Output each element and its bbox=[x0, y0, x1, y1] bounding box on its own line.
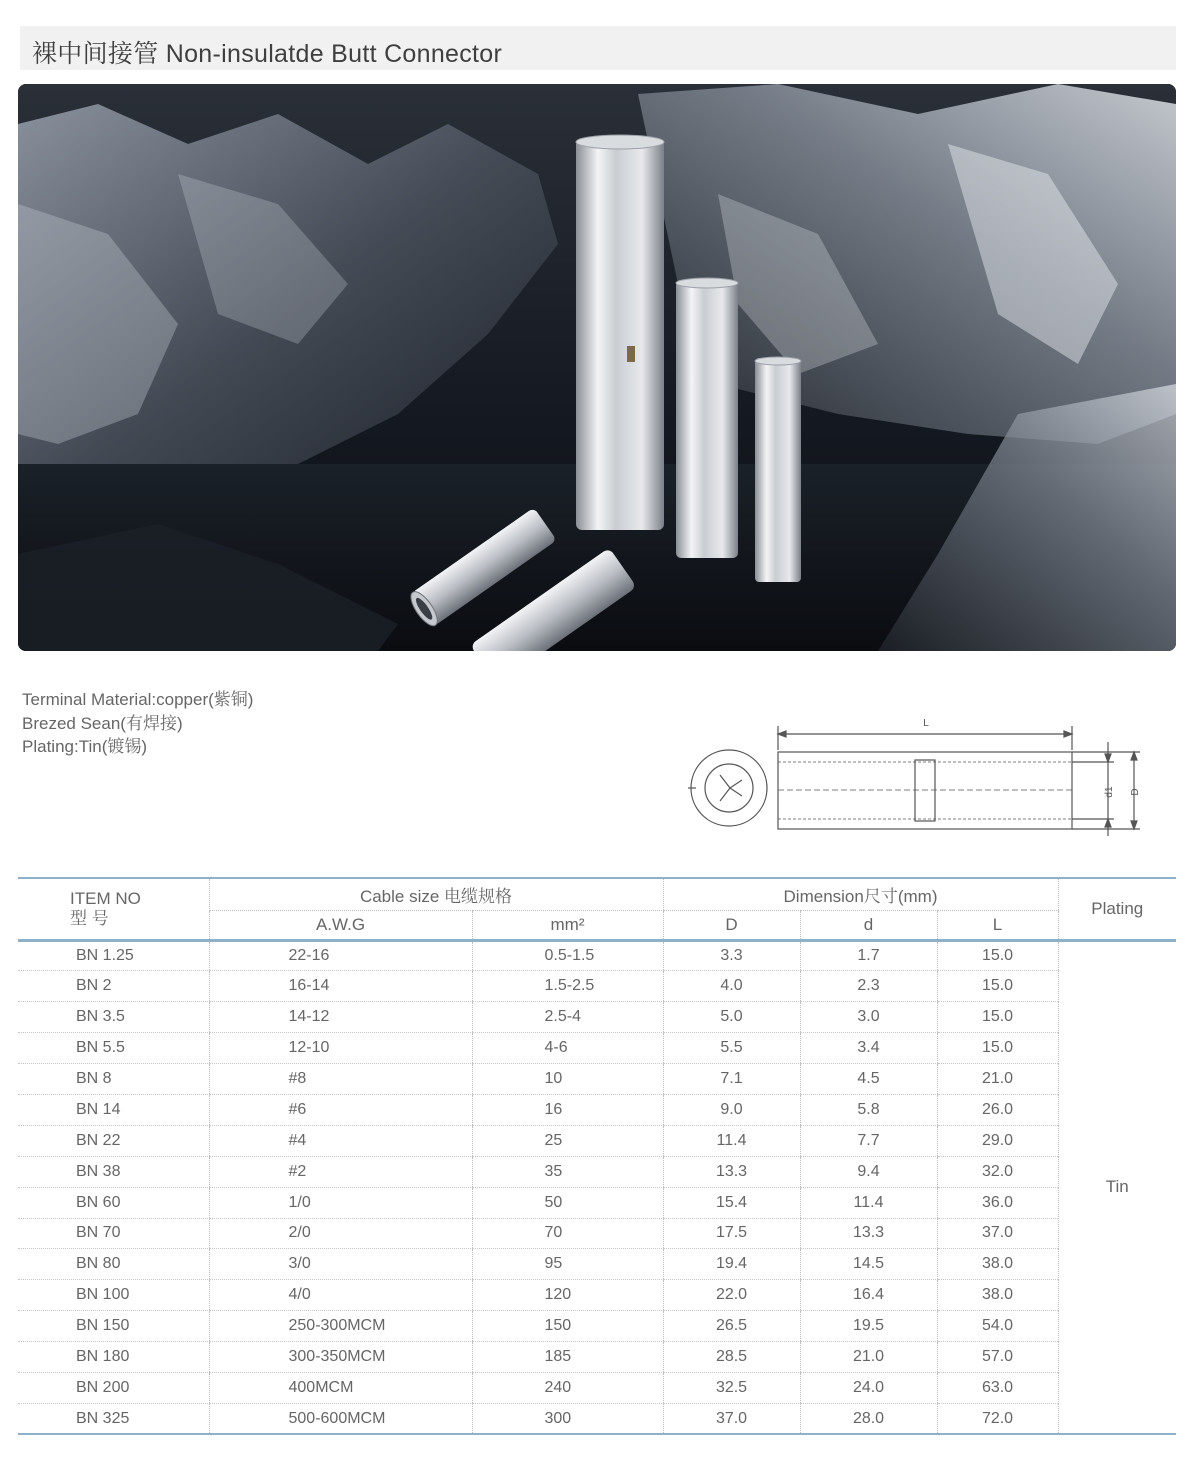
mm2-header: mm² bbox=[472, 910, 663, 940]
outer-diameter-cell: 17.5 bbox=[663, 1218, 800, 1249]
mm2-cell: 240 bbox=[472, 1372, 663, 1403]
mm2-cell: 120 bbox=[472, 1280, 663, 1311]
item-no-cell: BN 1.25 bbox=[18, 940, 209, 971]
outer-diameter-cell: 37.0 bbox=[663, 1403, 800, 1434]
outer-diameter-cell: 9.0 bbox=[663, 1094, 800, 1125]
title-bar bbox=[20, 26, 1176, 70]
spec-seam: Brezed Sean(有焊接) bbox=[22, 713, 183, 733]
inner-dia-label: d1 bbox=[1104, 786, 1115, 798]
item-no-cell: BN 325 bbox=[18, 1403, 209, 1434]
awg-cell: #8 bbox=[209, 1064, 472, 1095]
outer-diameter-cell: 7.1 bbox=[663, 1064, 800, 1095]
inner-diameter-cell: 1.7 bbox=[800, 940, 937, 971]
outer-diameter-cell: 26.5 bbox=[663, 1311, 800, 1342]
outer-diameter-cell: 5.5 bbox=[663, 1033, 800, 1064]
item-no-cell: BN 3.5 bbox=[18, 1002, 209, 1033]
plating-cell: Tin bbox=[1058, 940, 1176, 1434]
item-no-cell: BN 200 bbox=[18, 1372, 209, 1403]
item-no-cell: BN 180 bbox=[18, 1342, 209, 1373]
table-body bbox=[18, 940, 1176, 1434]
item-no-cell: BN 150 bbox=[18, 1311, 209, 1342]
inner-diameter-cell: 3.0 bbox=[800, 1002, 937, 1033]
spec-table bbox=[18, 877, 1176, 1435]
dimension-diagram bbox=[686, 712, 1156, 842]
product-photo bbox=[18, 84, 1176, 651]
item-no-cell: BN 38 bbox=[18, 1156, 209, 1187]
mm2-cell: 35 bbox=[472, 1156, 663, 1187]
length-cell: 15.0 bbox=[937, 971, 1058, 1002]
length-cell: 63.0 bbox=[937, 1372, 1058, 1403]
item-no-cell: BN 5.5 bbox=[18, 1033, 209, 1064]
inner-diameter-cell: 9.4 bbox=[800, 1156, 937, 1187]
mm2-cell: 50 bbox=[472, 1187, 663, 1218]
awg-cell: 300-350MCM bbox=[209, 1342, 472, 1373]
table-row bbox=[18, 1403, 1176, 1434]
length-cell: 38.0 bbox=[937, 1249, 1058, 1280]
mm2-cell: 10 bbox=[472, 1064, 663, 1095]
inner-diameter-cell: 14.5 bbox=[800, 1249, 937, 1280]
item-no-cell: BN 80 bbox=[18, 1249, 209, 1280]
mm2-cell: 25 bbox=[472, 1125, 663, 1156]
l-header: L bbox=[937, 910, 1058, 940]
mm2-cell: 300 bbox=[472, 1403, 663, 1434]
outer-diameter-cell: 32.5 bbox=[663, 1372, 800, 1403]
outer-diameter-cell: 4.0 bbox=[663, 971, 800, 1002]
inner-diameter-cell: 28.0 bbox=[800, 1403, 937, 1434]
inner-diameter-cell: 19.5 bbox=[800, 1311, 937, 1342]
table-row bbox=[18, 1156, 1176, 1187]
item-no-cell: BN 8 bbox=[18, 1064, 209, 1095]
mm2-cell: 95 bbox=[472, 1249, 663, 1280]
awg-cell: 22-16 bbox=[209, 940, 472, 971]
table-row bbox=[18, 1033, 1176, 1064]
outer-dia-label: D bbox=[1130, 788, 1141, 796]
outer-diameter-cell: 19.4 bbox=[663, 1249, 800, 1280]
mm2-cell: 16 bbox=[472, 1094, 663, 1125]
outer-diameter-cell: 3.3 bbox=[663, 940, 800, 971]
item-no-cell: BN 70 bbox=[18, 1218, 209, 1249]
length-cell: 21.0 bbox=[937, 1064, 1058, 1095]
mm2-cell: 0.5-1.5 bbox=[472, 940, 663, 971]
spec-material: Terminal Material:copper(紫铜) bbox=[22, 690, 254, 709]
end-view-outer-circle bbox=[691, 750, 767, 826]
table-row bbox=[18, 1125, 1176, 1156]
inner-diameter-cell: 7.7 bbox=[800, 1125, 937, 1156]
inner-diameter-cell: 24.0 bbox=[800, 1372, 937, 1403]
awg-cell: #6 bbox=[209, 1094, 472, 1125]
table-row bbox=[18, 1187, 1176, 1218]
length-cell: 72.0 bbox=[937, 1403, 1058, 1434]
item-no-cell: BN 100 bbox=[18, 1280, 209, 1311]
mm2-cell: 2.5-4 bbox=[472, 1002, 663, 1033]
d-inner-header: d bbox=[800, 910, 937, 940]
item-no-cell: BN 14 bbox=[18, 1094, 209, 1125]
awg-cell: 1/0 bbox=[209, 1187, 472, 1218]
length-cell: 29.0 bbox=[937, 1125, 1058, 1156]
inner-diameter-cell: 2.3 bbox=[800, 971, 937, 1002]
length-cell: 36.0 bbox=[937, 1187, 1058, 1218]
awg-cell: #4 bbox=[209, 1125, 472, 1156]
awg-cell: 4/0 bbox=[209, 1280, 472, 1311]
mm2-cell: 150 bbox=[472, 1311, 663, 1342]
table-row bbox=[18, 1249, 1176, 1280]
item-no-cell: BN 2 bbox=[18, 971, 209, 1002]
page-title: 裸中间接管 Non-insulatde Butt Connector bbox=[32, 40, 503, 68]
awg-header: A.W.G bbox=[209, 910, 472, 940]
table-row bbox=[18, 1064, 1176, 1095]
length-cell: 57.0 bbox=[937, 1342, 1058, 1373]
inner-diameter-cell: 21.0 bbox=[800, 1342, 937, 1373]
length-cell: 32.0 bbox=[937, 1156, 1058, 1187]
awg-cell: 3/0 bbox=[209, 1249, 472, 1280]
inner-diameter-cell: 5.8 bbox=[800, 1094, 937, 1125]
length-cell: 26.0 bbox=[937, 1094, 1058, 1125]
table-row bbox=[18, 1002, 1176, 1033]
length-cell: 15.0 bbox=[937, 1033, 1058, 1064]
item-no-cell: BN 22 bbox=[18, 1125, 209, 1156]
end-view-inner-circle bbox=[705, 764, 753, 812]
outer-diameter-cell: 28.5 bbox=[663, 1342, 800, 1373]
inner-diameter-cell: 11.4 bbox=[800, 1187, 937, 1218]
outer-diameter-cell: 22.0 bbox=[663, 1280, 800, 1311]
awg-cell: 12-10 bbox=[209, 1033, 472, 1064]
awg-cell: 16-14 bbox=[209, 971, 472, 1002]
length-cell: 38.0 bbox=[937, 1280, 1058, 1311]
inner-diameter-cell: 4.5 bbox=[800, 1064, 937, 1095]
outer-diameter-cell: 15.4 bbox=[663, 1187, 800, 1218]
length-label: L bbox=[923, 718, 929, 729]
length-cell: 15.0 bbox=[937, 940, 1058, 971]
mm2-cell: 70 bbox=[472, 1218, 663, 1249]
length-cell: 37.0 bbox=[937, 1218, 1058, 1249]
awg-cell: 14-12 bbox=[209, 1002, 472, 1033]
table-row bbox=[18, 940, 1176, 971]
table-row bbox=[18, 1342, 1176, 1373]
dimension-header: Dimension尺寸(mm) bbox=[663, 878, 1058, 910]
spec-plating: Plating:Tin(镀锡) bbox=[22, 737, 148, 756]
mm2-cell: 1.5-2.5 bbox=[472, 971, 663, 1002]
plating-header: Plating bbox=[1058, 878, 1176, 940]
awg-cell: 400MCM bbox=[209, 1372, 472, 1403]
table-row bbox=[18, 971, 1176, 1002]
awg-cell: 2/0 bbox=[209, 1218, 472, 1249]
spec-table-wrap bbox=[18, 877, 1176, 1435]
table-row bbox=[18, 1218, 1176, 1249]
cable-size-header: Cable size 电缆规格 bbox=[209, 878, 663, 910]
awg-cell: 250-300MCM bbox=[209, 1311, 472, 1342]
awg-cell: 500-600MCM bbox=[209, 1403, 472, 1434]
outer-diameter-cell: 13.3 bbox=[663, 1156, 800, 1187]
inner-diameter-cell: 16.4 bbox=[800, 1280, 937, 1311]
table-row bbox=[18, 1311, 1176, 1342]
outer-diameter-cell: 11.4 bbox=[663, 1125, 800, 1156]
d-outer-header: D bbox=[663, 910, 800, 940]
mm2-cell: 185 bbox=[472, 1342, 663, 1373]
outer-diameter-cell: 5.0 bbox=[663, 1002, 800, 1033]
table-row bbox=[18, 1280, 1176, 1311]
mm2-cell: 4-6 bbox=[472, 1033, 663, 1064]
spec-list bbox=[22, 688, 253, 759]
table-row bbox=[18, 1094, 1176, 1125]
item-no-header: ITEM NO 型 号 bbox=[70, 888, 141, 928]
side-view-tube bbox=[778, 752, 1072, 829]
inner-diameter-cell: 13.3 bbox=[800, 1218, 937, 1249]
inner-diameter-cell: 3.4 bbox=[800, 1033, 937, 1064]
table-row bbox=[18, 1372, 1176, 1403]
awg-cell: #2 bbox=[209, 1156, 472, 1187]
length-cell: 15.0 bbox=[937, 1002, 1058, 1033]
length-cell: 54.0 bbox=[937, 1311, 1058, 1342]
item-no-cell: BN 60 bbox=[18, 1187, 209, 1218]
